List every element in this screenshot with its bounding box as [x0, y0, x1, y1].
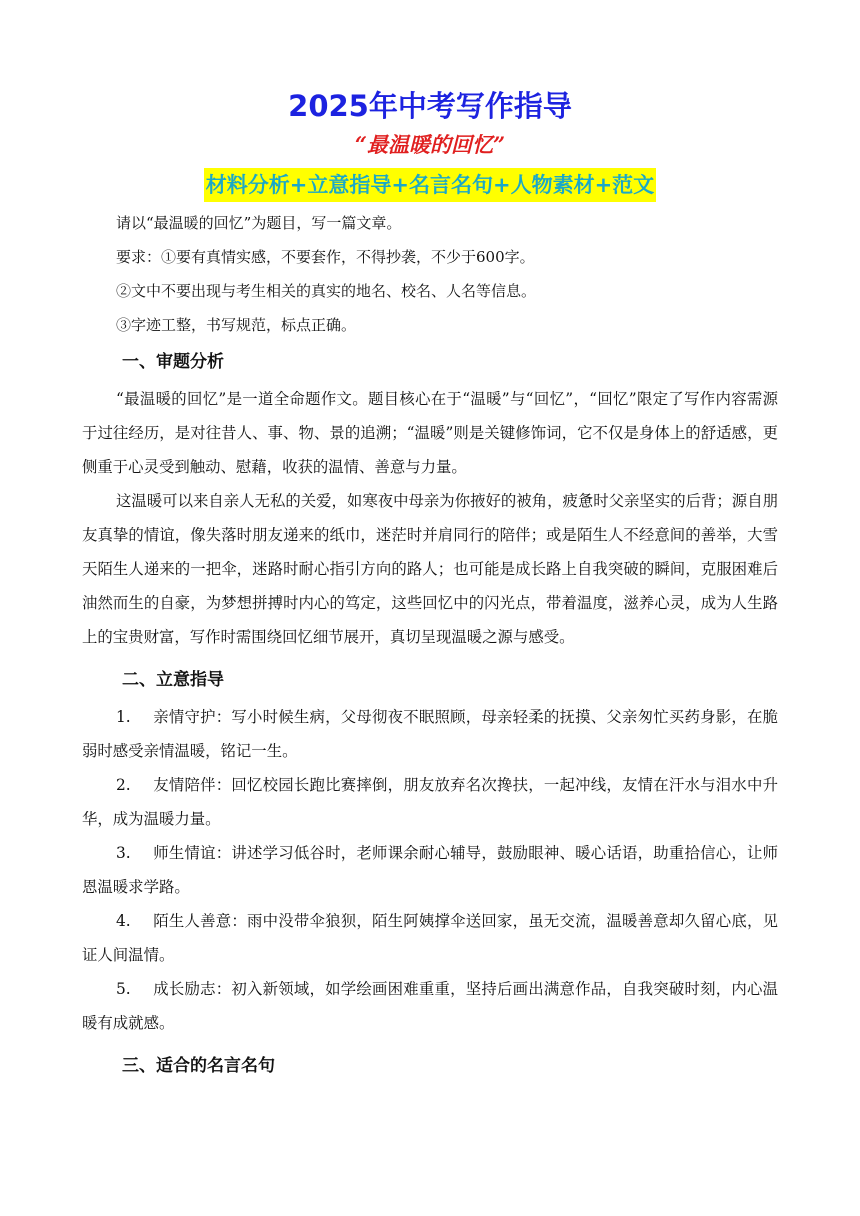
- list-item: [82, 836, 778, 904]
- analysis-paragraph: “最温暖的回忆”是一道全命题作文。题目核心在于“温暖”与“回忆”，“回忆”限定了写作内容需源于过往经历，是对往昔人、事、物、景的追溯；“温暖”则是关键修饰词，它不仅是身体上的舒适感，更侧重于心灵受到触动、慰藉，收获的温情、善意与力量。: [82, 390, 778, 476]
- prompt-requirement: 要求：①要有真情实感，不要套作，不得抄袭，不少于600字。: [116, 248, 535, 266]
- item-number: 2.: [116, 776, 131, 794]
- list-item: [82, 904, 778, 972]
- item-text: 师生情谊：讲述学习低谷时，老师课余耐心辅导，鼓励眼神、暖心话语，助重拾信心，让师恩温暖求学路。: [82, 844, 778, 896]
- item-number: 4.: [116, 912, 131, 930]
- prompt-line: 请以“最温暖的回忆”为题目，写一篇文章。: [116, 214, 402, 232]
- item-number: 3.: [116, 844, 131, 862]
- section-heading-quotes: 三、适合的名言名句: [122, 1056, 275, 1076]
- document-title: 2025年中考写作指导: [288, 89, 572, 123]
- analysis-paragraph: 这温暖可以来自亲人无私的关爱，如寒夜中母亲为你掖好的被角，疲惫时父亲坚实的后背；源自朋友真挚的情谊，像失落时朋友递来的纸巾，迷茫时并肩同行的陪伴；或是陌生人不经意间的善举，大雪天陌生人递来的一把伞，迷路时耐心指引方向的路人；也可能是成长路上自我突破的瞬间，克服困难后油然而生的自豪，为梦想拼搏时内心的笃定，这些回忆中的闪光点，带着温度，滋养心灵，成为人生路上的宝贵财富，写作时需围绕回忆细节展开，真切呈现温暖之源与感受。: [82, 492, 778, 646]
- item-text: 亲情守护：写小时候生病，父母彻夜不眠照顾，母亲轻柔的抚摸、父亲匆忙买药身影，在脆弱时感受亲情温暖，铭记一生。: [82, 708, 778, 760]
- section-heading-guidance: 二、立意指导: [122, 670, 224, 690]
- prompt-requirement: ②文中不要出现与考生相关的真实的地名、校名、人名等信息。: [116, 282, 537, 300]
- list-item: [82, 700, 778, 768]
- list-item: [82, 768, 778, 836]
- item-number: 1.: [116, 708, 131, 726]
- item-text: 友情陪伴：回忆校园长跑比赛摔倒，朋友放弃名次搀扶，一起冲线，友情在汗水与泪水中升华，成为温暖力量。: [82, 776, 778, 828]
- banner-row: [82, 168, 778, 202]
- item-text: 陌生人善意：雨中没带伞狼狈，陌生阿姨撑伞送回家，虽无交流，温暖善意却久留心底，见证人间温情。: [82, 912, 778, 964]
- item-text: 成长励志：初入新领域，如学绘画困难重重，坚持后画出满意作品，自我突破时刻，内心温暖有成就感。: [82, 980, 778, 1032]
- prompt-requirement: ③字迹工整，书写规范，标点正确。: [116, 316, 357, 334]
- item-number: 5.: [116, 980, 131, 998]
- list-item: [82, 972, 778, 1040]
- highlight-banner: 材料分析+立意指导+名言名句+人物素材+范文: [204, 168, 656, 202]
- document-subtitle: “最温暖的回忆”: [354, 132, 506, 157]
- section-heading-analysis: 一、审题分析: [122, 352, 224, 372]
